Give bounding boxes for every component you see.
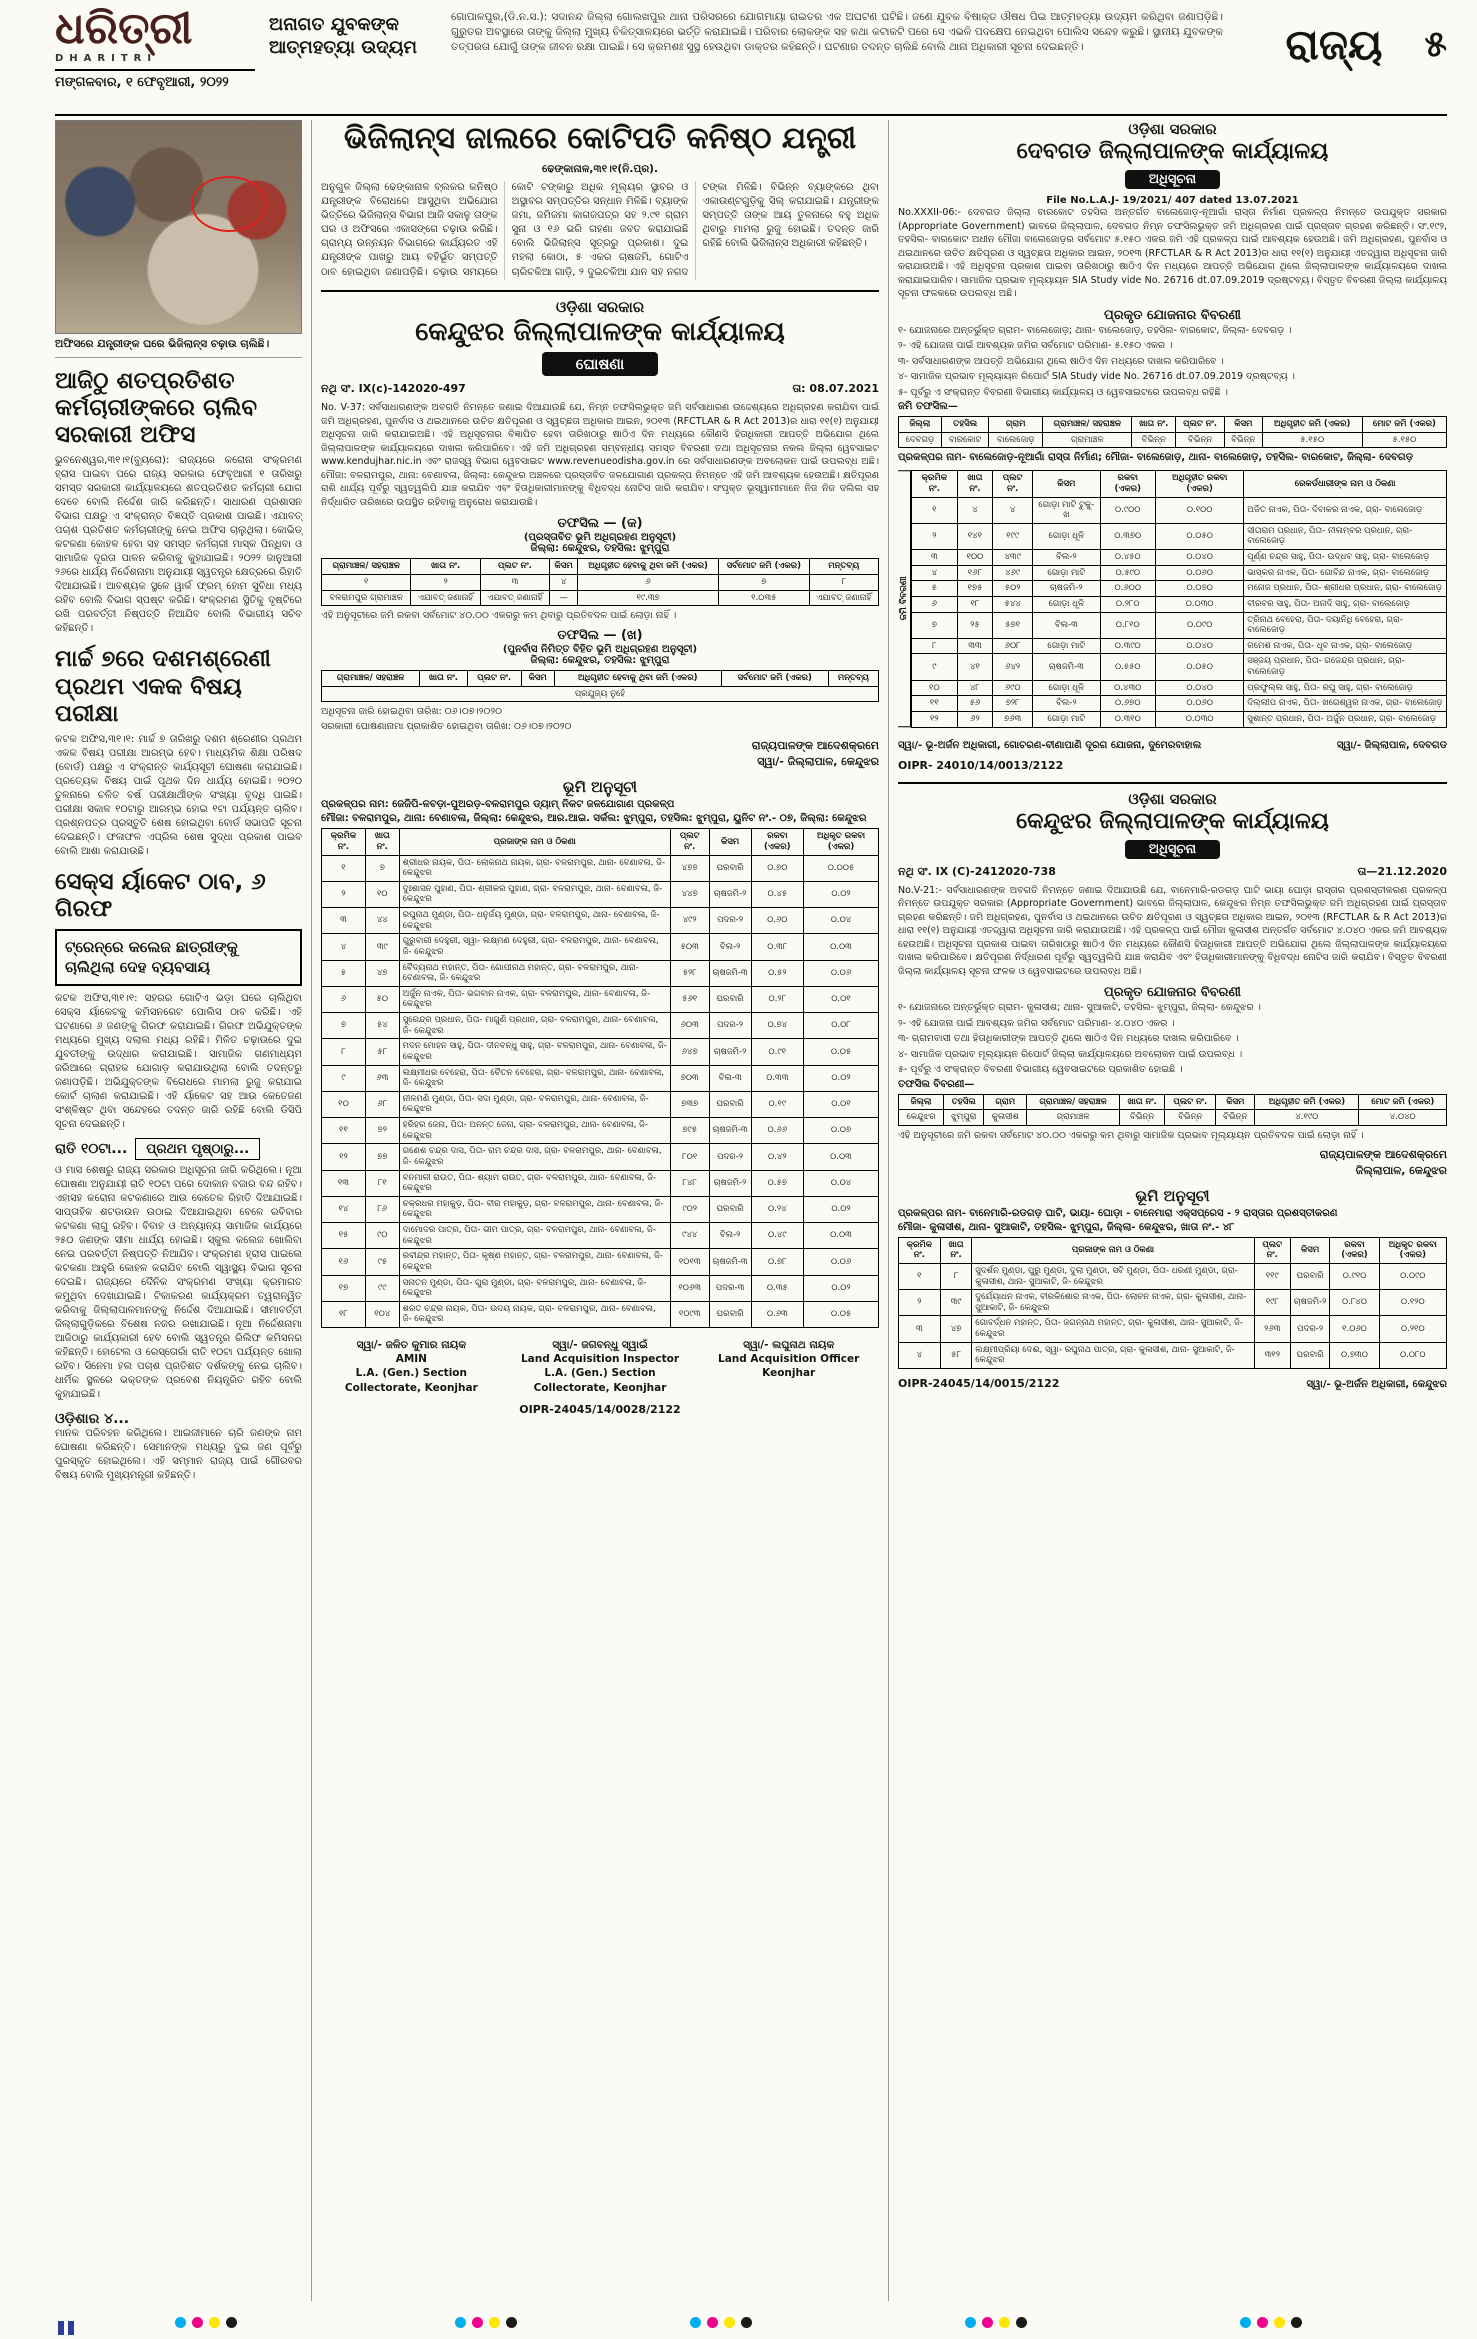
schedule-b-table <box>321 670 879 702</box>
small-table-label: ଜମି ତଫସିଲ— <box>898 401 958 412</box>
table-row: ୯ ୪୧ ୬୪୨ ଚାଷଜମି-୩ ୦.୫୫୦ ୦.୦୫୦ ସଞ୍ଜୟ ପ୍ରଧାନ, ପିତା- ଗଜେନ୍ଦ୍ର ପ୍ରଧାନ, ଗ୍ରା- ବାଲେଜୋଡ଼ <box>912 654 1447 680</box>
front-brief-title <box>269 6 437 59</box>
signatory-office: Collectorate, Keonjhar <box>533 1381 667 1394</box>
signatory-right: ସ୍ୱା/- ଜିଲ୍ଲାପାଳ, ଦେବଗଡ <box>1336 739 1447 751</box>
table-cell: ବିଭିନ୍ନ <box>1132 432 1176 448</box>
table-header-cell: ଗ୍ରାମାଞ୍ଚଳ/ ସହରାଞ୍ଚଳ <box>322 559 411 575</box>
table-header-cell: ଅଧିକୃତ ରକବା (ଏକର) <box>1379 1237 1446 1263</box>
notice-office: କେନ୍ଦୁଝର ଜିଲ୍ଲାପାଳଙ୍କ କାର୍ଯ୍ୟାଳୟ <box>415 316 785 347</box>
project-details-title: ପ୍ରକୃତ ଯୋଜନାର ବିବରଣୀ <box>1103 307 1242 323</box>
table-row: ୮ ୩୩ ୬୦୮ ଗୋଡ଼ା ମାଟି ୦.୩୯୦ ୦.୦୪୦ ରମେଶ ନାଏକ, ପିତା- ଧୃବ ନାଏକ, ଗ୍ରା- ବାଲେଜୋଡ଼ <box>912 638 1447 654</box>
table-cell: ୪.୧୯୦ <box>1255 1110 1359 1126</box>
signature-row <box>898 1377 1447 1390</box>
table-header-cell: ପ୍ଲଟ ନଂ. <box>670 829 709 855</box>
table-cell: ଦେବଗଡ଼ <box>899 432 942 448</box>
notice-date: ତା—21.12.2020 <box>1357 864 1447 878</box>
schedule-a-district: ଜିଲ୍ଲା: କେନ୍ଦୁଝର, ତହସିଲ: ଝୁମ୍ପୁରା <box>530 543 670 555</box>
signatory-name: ସ୍ୱା/- ଜଳିତ କୁମାର ନାୟକ <box>356 1339 467 1352</box>
table-header-cell: କିସମ <box>709 829 751 855</box>
table-header-cell: କିସମ <box>1225 417 1262 433</box>
notice-keonjhar-2 <box>898 782 1447 1390</box>
black-dot <box>506 2317 517 2328</box>
signature-block <box>510 1338 691 1395</box>
table-row: ୬ ୧୮ ୫୪୪ ଗୋଡ଼ା ଧୂଳି ୦.୨୮୦ ୦.୦୩୦ ବୀରବର ସାହୁ, ପିତା- ଅନାଦି ସାହୁ, ଗ୍ରା- ବାଲେଜୋଡ଼ <box>912 596 1447 612</box>
photo-caption: ଅଫିସରେ ଯନ୍ତ୍ରୀଙ୍କ ଘରେ ଭିଜିଲାନ୍ସ ଚଢ଼ାଉ ଚାଲିଛି। <box>55 334 302 358</box>
table-header-cell: ଖାତା ନଂ. <box>1132 417 1176 433</box>
notice-body: No.V-21:- ସର୍ବସାଧାରଣଙ୍କ ଅବଗତି ନିମନ୍ତେ ଜଣାଇ ଦିଆଯାଉଛି ଯେ, ବାନେମାରି-ରଡଗଡ଼ ଘାଟି ଭାୟା ଘୋଡ଼ା ରାସ୍ତାର ପ୍ରଶସ୍ତୀକରଣ ପ୍ରକଳ୍ପ ନିମନ୍ତେ ଉପଯୁକ୍ତ ସରକାର (Appropriate Government) ଭାବରେ ଜିଲ୍ଲାପାଳ, କେନ୍ଦୁଝର ନିମ୍ନ ତଫସିଲଭୁକ୍ତ ଜମି ଅଧିଗ୍ରହଣ ପାଇଁ ପ୍ରସ୍ତାବ ଗ୍ରହଣ କରିଛନ୍ତି। ଜମି ଅଧିଗ୍ରହଣ, ପୁନର୍ବାସ ଓ ଥଇଥାନରେ ଉଚିତ କ୍ଷତିପୂରଣ ଓ ସ୍ୱଚ୍ଛତା ଅଧିକାର ଆଇନ, ୨୦୧୩ (RFCTLAR & R Act 2013)ର ଧାରା ୧୧(୧) ଅନୁଯାୟୀ ଏତଦ୍ଦ୍ୱାରା ଅଧିସୂଚନା ଜାରି କରାଯାଉଅଛି। ଏହି ପ୍ରକଳ୍ପ ପାଇଁ ମୌଜା କୁଳାସୀଶ ଅନ୍ତର୍ଗତ ସର୍ବମୋଟ ୪.୦୪୦ ଏକର ଜମି ଆବଶ୍ୟକ ହେଉଅଛି। ଅଧିସୂଚନା ପ୍ରକାଶ ପାଇବା ତାରିଖଠାରୁ ଷାଠିଏ ଦିନ ମଧ୍ୟରେ କୌଣସି ହିତାଧିକାରୀ ଆପତ୍ତି ଅଭିଯୋଗ ଥିଲେ ଜିଲ୍ଲାପାଳଙ୍କ କାର୍ଯ୍ୟାଳୟରେ ଦାଖଲ କରିପାରିବେ। କ୍ଷତିପୂରଣ ନିର୍ଦ୍ଧାରଣ ପୂର୍ବରୁ ସ୍ୱତ୍ୱଲିପି ଯାଞ୍ଚ କରାଯିବ ଏବଂ ହିତାଧିକାରୀମାନଙ୍କୁ ବିଧିବଦ୍ଧ ନୋଟିସ ଜାରି କରାଯିବ। ବିସ୍ତୃତ ବିବରଣୀ ଜିଲ୍ଲା କାର୍ଯ୍ୟାଳୟ ସୂଚନା ଫଳକ ଓ ୱେବସାଇଟରେ ଉପଲବ୍ଧ ଅଛି। <box>898 884 1447 977</box>
magenta-dot <box>707 2317 718 2328</box>
table-header-cell: ପ୍ରଜାଙ୍କ ନାମ ଓ ଠିକଣା <box>972 1237 1254 1263</box>
yellow-dot <box>209 2317 220 2328</box>
black-dot <box>226 2317 237 2328</box>
table-row: ୧୦ ୬୮ ନୀଳମଣି ମୁଣ୍ଡା, ପିତା- ସଦା ମୁଣ୍ଡା, ଗ୍ରା- ବଳରାମପୁର, ଥାନା- ବେଣାବଳା, ଜି- କେନ୍ଦୁଝର ୭୩୭ ଘରବାରି ୦.୧୯ ୦.୦୧ <box>322 1091 879 1117</box>
table-header-cell: ପ୍ଲଟ ନଂ. <box>1176 417 1225 433</box>
mouza-line: ମୌଜା: ବଳରାମପୁର, ଥାନା: ବେଣାବଳା, ଜିଲ୍ଲା: କେନ୍ଦୁଝର, ଆର.ଆଇ. ସର୍କଲ: ଝୁମ୍ପୁରା, ତହସିଲ: ଝୁମ୍ପୁରା, ୟୁନିଟ ନଂ.- ୦୭, ଜିଲ୍ଲା: କେନ୍ଦୁଝର <box>321 813 867 825</box>
table-cell: ଏଯାବତ୍ ଜଣାନାହିଁ <box>809 590 878 606</box>
table-row: ୧ ୮ ସୁଦର୍ଶନ ମୁଣ୍ଡା, ପୁରୁ ମୁଣ୍ଡା, ଦୁଲା ମୁଣ୍ଡା, ସବି ମୁଣ୍ଡା, ପିତା- ଧରଣୀ ମୁଣ୍ଡା, ଗ୍ରା- କୁଳାସୀଶ, ଥାନା- ସୁଆକାଟି, ଜି- କେନ୍ଦୁଝର ୧୧୯ ଘରବାରି ୦.୯୧୦ ୦.୦୯୦ <box>899 1263 1447 1289</box>
highlight-box: ଟ୍ରେନ୍‌ରେ କଲେଜ ଛାତ୍ରୀଙ୍କୁ ଚାଲିଥିଲା ଦେହ ବ୍ୟବସାୟ <box>55 929 302 986</box>
table-header-cell: ଖାତା ନଂ. <box>957 471 992 497</box>
yellow-dot <box>999 2317 1010 2328</box>
table-header-cell: କିସମ <box>1216 1094 1255 1110</box>
table-cell: ବିଭିନ୍ନ <box>1120 1110 1165 1126</box>
order-signature <box>898 1147 1447 1179</box>
table-row: ୨ ୧୦ ଦୁଃଶାସନ ପୁହାଣ, ପିତା- ଶ୍ରୀକର ପୁହାଣ, ଗ୍ରା- ବଳରାମପୁର, ଥାନା- ବେଣାବଳା, ଜି- କେନ୍ଦୁଝର ୪୪୭ ଚାଷଜମି-୨ ୦.୪୫ ୦.୦୨ <box>322 881 879 907</box>
table-colnum-cell: ୩ <box>480 574 549 590</box>
table-row: ୩ ୧୦୦ ୪୩୯ ବିଲ-୨ ୦.୪୫୦ ୦.୦୪୦ ପୂର୍ଣ୍ଣ ଚନ୍ଦ୍ର ସାହୁ, ପିତା- ଉଦ୍ଧବ ସାହୁ, ଗ୍ରା- ବାଲେଜୋଡ଼ <box>912 550 1447 566</box>
signatory-name: ସ୍ୱା/- ଜଗବନ୍ଧୁ ସ୍ୱାଇଁ <box>552 1339 648 1352</box>
date-line: ମଙ୍ଗଳବାର, ୧ ଫେବୃଆରୀ, ୨୦୨୨ <box>55 69 255 90</box>
land-detail-table <box>911 470 1447 727</box>
table-cell: — <box>550 590 578 606</box>
table-row: ୧୫ ୯୦ ଦାମୋଦର ପାତ୍ର, ପିତା- ଭୀମ ପାତ୍ର, ଗ୍ରା- ବଳରାମପୁର, ଥାନା- ବେଣାବଳା, ଜି- କେନ୍ଦୁଝର ୯୪୪ ବିଲ-୨ ୦.୪୯ ୦.୦୩ <box>322 1223 879 1249</box>
table-header-cell: ମନ୍ତବ୍ୟ <box>809 559 878 575</box>
collector-signature: ଜିଲ୍ଲାପାଳ, କେନ୍ଦୁଝର <box>1355 1163 1447 1177</box>
article-headline: ଆଜିଠୁ ଶତପ୍ରତିଶତ କର୍ମଚାରୀଙ୍କରେ ଚାଲିବ ସରକାରୀ ଅଫିସ <box>55 368 258 449</box>
table-header-cell: ଖାତା ନଂ. <box>411 559 480 575</box>
article-body: ଭୁବନେଶ୍ୱର,୩୧।୧(ବ୍ୟୁରୋ): ରାଜ୍ୟରେ କରୋନା ସଂକ୍ରମଣ ହ୍ରାସ ପାଇବା ପରେ ରାଜ୍ୟ ସରକାର ଫେବୃଆରୀ ୧ ତାରିଖରୁ ସମସ୍ତ ସରକାରୀ କାର୍ଯ୍ୟାଳୟରେ ଶତପ୍ରତିଶତ କର୍ମଚାରୀ ଯୋଗ ଦେବେ ବୋଲି ନିର୍ଦ୍ଦେଶ ଜାରି କରିଛନ୍ତି। ସାଧାରଣ ପ୍ରଶାସନ ବିଭାଗ ପକ୍ଷରୁ ଏ ସଂକ୍ରାନ୍ତ ବିଜ୍ଞପ୍ତି ପ୍ରକାଶ ପାଇଛି। ଏଯାବତ୍ ପଚାଶ ପ୍ରତିଶତ କର୍ମଚାରୀଙ୍କୁ ନେଇ ଅଫିସ ଚାଲୁଥିଲା। କୋଭିଡ୍ କଟକଣା କୋହଳ ହେବା ସହ ସମସ୍ତ କର୍ମଚାରୀ ମାସ୍କ ପିନ୍ଧିବା ଓ ସାମାଜିକ ଦୂରତା ପାଳନ କରିବାକୁ କୁହାଯାଇଛି। ୨୦୨୨ ଜାନୁଆରୀ ୨୬ରେ ଧାର୍ଯ୍ୟ ନିର୍ଦ୍ଦେଶନାମା ଅନୁଯାୟୀ ସ୍ୱତନ୍ତ୍ର କ୍ଷେତ୍ରରେ ରିହାତି ଦିଆଯାଇଛି। ଆବଶ୍ୟକ ସ୍ଥଳେ ୱାର୍କ ଫ୍ରମ୍ ହୋମ ସୁବିଧା ମଧ୍ୟ ରହିବ ବୋଲି ବିଭାଗ ସ୍ପଷ୍ଟ କରିଛି। ସଂକ୍ରମଣ ସ୍ଥିତିକୁ ଦୃଷ୍ଟିରେ ରଖି ପରବର୍ତ୍ତୀ ନିଷ୍ପତ୍ତି ନିଆଯିବ ବୋଲି ବିଭାଗୀୟ ସଚିବ କହିଛନ୍ତି। <box>55 455 302 635</box>
notice-type-badge: ଅଧିସୂଚନା <box>1125 840 1220 859</box>
registration-dot-group <box>175 2317 237 2328</box>
notice-type-badge: ଘୋଷଣା <box>542 352 658 376</box>
order-by-line: ରାଜ୍ୟପାଳଙ୍କ ଆଦେଶକ୍ରମେ <box>1319 1147 1447 1161</box>
signatory-right: ସ୍ୱା/- ଭୂ-ଅର୍ଜନ ଅଧିକାରୀ, କେନ୍ଦୁଝର <box>1306 1378 1447 1390</box>
table-colnum-cell: ୧ <box>322 574 411 590</box>
article-headline: ମାର୍ଚ୍ଚ ୭ରେ ଦଶମଶ୍ରେଣୀ ପ୍ରଥମ ଏକକ ବିଷୟ ପରୀକ୍ଷା <box>55 646 271 727</box>
table-row: ୧୭ ୯୯ ସନାତନ ମୁଣ୍ଡା, ପିତା- ଗୁରା ମୁଣ୍ଡା, ଗ୍ରା- ବଳରାମପୁର, ଥାନା- ବେଣାବଳା, ଜି- କେନ୍ଦୁଝର ୧୦୬୩ ପଦର-୩ ୦.୩୫ ୦.୦୨ <box>322 1275 879 1301</box>
notice-type-badge: ଅଧିସୂଚନା <box>1125 170 1220 189</box>
table-row: ୧୧ ୭୨ ହରିହର ଜେନା, ପିତା- ଅନନ୍ତ ଜେନା, ଗ୍ରା- ବଳରାମପୁର, ଥାନା- ବେଣାବଳା, ଜି- କେନ୍ଦୁଝର ୭୯୫ ଚାଷଜମି-୩ ୦.୬୬ ୦.୦୭ <box>322 1118 879 1144</box>
notice-date-line: ଅଧିସୂଚନା ଜାରି ହୋଇଥିବା ତାରିଖ: ୦୬।୦୭।୨୦୨୦ <box>321 706 503 718</box>
table-row: ୭ ୨୫ ୫୭୧ ବିଲ-୩ ୦.୮୧୦ ୦.୦୯୦ ତ୍ରିନାଥ ବେହେରା, ପିତା- ଦୟାନିଧି ବେହେରା, ଗ୍ରା- ବାଲେଜୋଡ଼ <box>912 612 1447 638</box>
center-column <box>312 120 889 2301</box>
signatory-left: ସ୍ୱା/- ଭୂ-ଅର୍ଜନ ଅଧିକାରୀ, ଗୋଚରଣ-ବୀଣାପାଣି ଦୂରଗ ଯୋଜନା, ଦୁମେରବାହାଲ <box>898 739 1202 751</box>
table-header-cell: ଖାତା ନଂ. <box>940 1237 972 1263</box>
project-details-list <box>898 324 1447 399</box>
table-row: ୧୪ ୮୬ ଚକ୍ରଧର ମହାକୁଡ଼, ପିତା- ବୀର ମହାକୁଡ଼, ଗ୍ରା- ବଳରାମପୁର, ଥାନା- ବେଣାବଳା, ଜି- କେନ୍ଦୁଝର ୯୦୨ ଘରବାରି ୦.୨୪ ୦.୦୨ <box>322 1196 879 1222</box>
table-row: ୧୮ ୧୦୪ ଶରତ ଚନ୍ଦ୍ର ନାୟକ, ପିତା- ଉଦୟ ନାୟକ, ଗ୍ରା- ବଳରାମପୁର, ଥାନା- ବେଣାବଳା, ଜି- କେନ୍ଦୁଝର ୧୦୯୩ ଘରବାରି ୦.୬୩ ୦.୦୫ <box>322 1301 879 1327</box>
table-header-cell: ପ୍ଲଟ ନଂ. <box>1165 1094 1216 1110</box>
table-header-cell: ଗ୍ରାମାଞ୍ଚଳ/ ସହରାଞ୍ଚଳ <box>1043 417 1132 433</box>
table-colnum-cell: ୮ <box>809 574 878 590</box>
table-row: ୧୨ ୭୭ ଗଣେଶ ଚନ୍ଦ୍ର ଦାସ, ପିତା- ରାମ ଚନ୍ଦ୍ର ଦାସ, ଗ୍ରା- ବଳରାମପୁର, ଥାନା- ବେଣାବଳା, ଜି- କେନ୍ଦୁଝର ୮୦୧ ପଦର-୨ ୦.୪୨ ୦.୦୩ <box>322 1144 879 1170</box>
signature-block <box>321 1338 502 1395</box>
signature-row <box>898 740 1447 751</box>
table-header-cell: କିସମ <box>550 559 578 575</box>
yellow-dot <box>1274 2317 1285 2328</box>
magenta-dot <box>472 2317 483 2328</box>
notice-deogarh <box>898 120 1447 772</box>
signature-block <box>698 1338 879 1395</box>
schedule-b-title: ତଫସିଲ — (ଖ) <box>557 628 643 644</box>
table-cell: ବିଭିନ୍ନ <box>1176 432 1225 448</box>
table-cell: ବିଭିନ୍ନ <box>1165 1110 1216 1126</box>
registration-dot-group <box>455 2317 517 2328</box>
notice-date-lines <box>321 706 879 732</box>
registration-dot-group <box>1240 2317 1302 2328</box>
cyan-dot <box>690 2317 701 2328</box>
land-summary-table <box>898 1094 1447 1126</box>
schedule-note: ଏହି ଅନୁସୂଚୀରେ ଜମି ରକବା ସର୍ବମୋଟ ୪୦.୦୦ ଏକରରୁ କମ ଥିବାରୁ ସାମାଜିକ ପ୍ରଭାବ ମୂଲ୍ୟାୟନ ପ୍ରତିବଦଳ ପାଇଁ ଲୋଡ଼ା ନାହିଁ । <box>898 1129 1364 1141</box>
black-dot <box>741 2317 752 2328</box>
oipr-code: OIPR-24045/14/0028/2122 <box>519 1402 681 1416</box>
cyan-dot <box>175 2317 186 2328</box>
signatory-name: ସ୍ୱା/- ଲଘୁନାଥ ନାୟକ <box>743 1339 835 1352</box>
notice-office: କେନ୍ଦୁଝର ଜିଲ୍ଲାପାଳଙ୍କ କାର୍ଯ୍ୟାଳୟ <box>1016 808 1329 834</box>
table-header-cell: ଅଧିଗୃହୀତ ଜମି (ଏକର) <box>1255 1094 1359 1110</box>
table-cell: ବିଭିନ୍ନ <box>1225 432 1262 448</box>
table-header-cell: ପ୍ଲଟ ନଂ. <box>993 471 1033 497</box>
notice-body: No.XXXII-06:- ଦେବଗଡ ଜିଲ୍ଲା ବାରକୋଟ ତହସିଲ ଅନ୍ତର୍ଗତ ବାଲେଜୋଡ଼-ନୂଆଗାଁ ରାସ୍ତା ନିର୍ମାଣ ପ୍ରକଳ୍ପ ନିମନ୍ତେ ଉପଯୁକ୍ତ ସରକାର (Appropriate Government) ଭାବରେ ଜିଲ୍ଲାପାଳ, ଦେବଗଡ ନିମ୍ନ ତଫସିଲଭୁକ୍ତ ଜମି ଅଧିଗ୍ରହଣ ପାଇଁ ପ୍ରସ୍ତାବ ଗ୍ରହଣ କରିଛନ୍ତି। ସଂ.୧୯୨, ତହସିଲ- ବାରକୋଟ ଅଧୀନ ମୌଜା ବାଲେଜୋଡ଼ର ସର୍ବମୋଟ ୫.୧୫୦ ଏକର ଜମି ଏହି ପ୍ରକଳ୍ପ ପାଇଁ ଆବଶ୍ୟକ ହେଉଅଛି। ଜମି ଅଧିଗ୍ରହଣ, ପୁନର୍ବାସ ଓ ଥଇଥାନରେ ଉଚିତ କ୍ଷତିପୂରଣ ଓ ସ୍ୱଚ୍ଛତା ଅଧିକାର ଆଇନ, ୨୦୧୩ (RFCTLAR & R Act 2013)ର ଧାରା ୧୧(୧) ଅନୁଯାୟୀ ଏତଦ୍ଦ୍ୱାରା ଅଧିସୂଚନା ଜାରି କରାଯାଉଅଛି। ଏହି ଅଧିସୂଚନା ପ୍ରକାଶ ପାଇବା ତାରିଖଠାରୁ ଷାଠିଏ ଦିନ ମଧ୍ୟରେ ଆପତ୍ତି ଅଭିଯୋଗ ଥିଲେ ଜିଲ୍ଲାପାଳଙ୍କ କାର୍ଯ୍ୟାଳୟରେ ଦାଖଲ କରାଯାଇପାରିବ। ସାମାଜିକ ପ୍ରଭାବ ମୂଲ୍ୟାୟନ SIA Study vide No. 26716 dt.07.09.2019 ଦ୍ରଷ୍ଟବ୍ୟ। ବିସ୍ତୃତ ବିବରଣୀ ଜିଲ୍ଲା କାର୍ଯ୍ୟାଳୟ ସୂଚନା ଫଳକରେ ଉପଲବ୍ଧ ଅଛି। <box>898 207 1447 300</box>
schedule-b-subtitle: (ପୁନର୍ବାସ ନିମିତ୍ତ ବିହିତ ଭୂମି ଅଧିଗ୍ରହଣ ଅନୁସୂଚୀ) <box>502 644 698 656</box>
notice-government: ଓଡ଼ିଶା ସରକାର <box>555 297 645 316</box>
table-header-cell: ପ୍ଲଟ ନଂ. <box>467 671 521 687</box>
news-photo <box>55 120 302 334</box>
table-row: ୧୨ ୬୨ ୭୬୩ ଗୋଡ଼ା ମାଟି ୦.୩୧୦ ୦.୦୩୦ ସୁଶାନ୍ତ ପ୍ରଧାନ, ପିତା- ଅର୍ଜୁନ ପ୍ରଧାନ, ଗ୍ରା- ବାଲେଜୋଡ଼ <box>912 711 1447 727</box>
signature-row <box>321 1338 879 1395</box>
table-row: ୬ ୫୦ ଅର୍ଜୁନ ନାଏକ, ପିତା- ଭଗବାନ ନାଏକ, ଗ୍ରା- ବଳରାମପୁର, ଥାନା- ବେଣାବଳା, ଜି- କେନ୍ଦୁଝର ୫୬୧ ଘରବାରି ୦.୨୮ ୦.୦୧ <box>322 986 879 1012</box>
table-header-cell: ସର୍ବମୋଟ ଜମି (ଏକର) <box>721 671 828 687</box>
vertical-label: ଜମି ବିବରଣୀ <box>898 470 911 727</box>
logo-text: ଧରିତ୍ରୀ <box>55 3 193 54</box>
masthead <box>55 3 1447 112</box>
table-row: ୩ ୪୪ ରଘୁନାଥ ମୁଣ୍ଡା, ପିତା- ଧନୁର୍ଜୟ ମୁଣ୍ଡା, ଗ୍ରା- ବଳରାମପୁର, ଥାନା- ବେଣାବଳା, ଜି- କେନ୍ଦୁଝର ୪୯୨ ପଦର-୨ ୦.୬୦ ୦.୦୪ <box>322 908 879 934</box>
project-detail-item: ୫- ପୂର୍ବରୁ ଏ ସଂକ୍ରାନ୍ତ ବିବରଣୀ ବିଭାଗୀୟ କାର୍ଯ୍ୟାଳୟ ଓ ୱେବସାଇଟରେ ଉପଲବ୍ଧ ରହିଛି । <box>898 386 1228 398</box>
land-schedule-title: ଭୂମି ଅନୁସୂଚୀ <box>1135 1186 1210 1205</box>
schedule-a-title: ତଫସିଲ — (କ) <box>557 516 643 532</box>
table-header-cell: ତହସିଲ <box>941 417 988 433</box>
project-name-line: ପ୍ରକଳ୍ପର ନାମ- ବାଲେଜୋଡ଼-ନୂଆଗାଁ ରାସ୍ତା ନିର୍ମାଣ; ମୌଜା- ବାଲେଜୋଡ଼, ଥାନା- ବାଲେଜୋଡ଼, ତହସିଲ- ବାରକୋଟ, ଜିଲ୍ଲା- ଦେବଗଡ଼ <box>898 452 1413 464</box>
table-header-cell: ଗ୍ରାମ <box>984 1094 1027 1110</box>
schedule-a-table <box>321 558 879 606</box>
table-header-cell: ପ୍ରଜାଙ୍କ ନାମ ଓ ଠିକଣା <box>399 829 670 855</box>
table-header-cell: ଅଧିଗୃହୀତ ହେବାକୁ ଥିବା ଜମି (ଏକର) <box>578 559 719 575</box>
table-row: ୪ ୧୬୮ ୪୬୯ ଗୋଡ଼ା ମାଟି ୦.୫୯୦ ୦.୦୬୦ ଭାସ୍କର ନାଏକ, ପିତା- ଗୋବିନ୍ଦ ନାଏକ, ଗ୍ରା- ବାଲେଜୋଡ଼ <box>912 565 1447 581</box>
table-row: ୫ ୪୭ ବୈଦ୍ୟନାଥ ମହାନ୍ତ, ପିତା- ଗୋପୀନାଥ ମହାନ୍ତ, ଗ୍ରା- ବଳରାମପୁର, ଥାନା- ବେଣାବଳା, ଜି- କେନ୍ଦୁଝର ୫୨୮ ଚାଷଜମି-୩ ୦.୫୨ ୦.୦୬ <box>322 960 879 986</box>
yellow-dot <box>724 2317 735 2328</box>
front-brief-body: ଗୋପାଳପୁର,(ଡି.ନ.ସ.): ସଦାନନ୍ଦ ଜିଲ୍ଲା ଗୋଲଖପୁର ଥାନା ପରିସରରେ ଯୋଗମାୟା ରାଇତର ଏକ ଅଘଟଣ ଘଟିଛି। ଜଣେ ଯୁବକ ବିଷାକ୍ତ ଔଷଧ ପିଇ ଆତ୍ମହତ୍ୟା ଉଦ୍ୟମ କରିଥିବା ଜଣାପଡ଼ିଛି। ଗୁରୁତର ଅବସ୍ଥାରେ ତାଙ୍କୁ ଜିଲ୍ଲା ମୁଖ୍ୟ ଚିକିତ୍ସାଳୟରେ ଭର୍ତ୍ତି କରାଯାଇଛି। ପରିବାର ଲୋକଙ୍କ ସହ କଥା କଟାକଟି ପରେ ସେ ଏଭଳି ପଦକ୍ଷେପ ନେଇଥିବା ପୋଲିସ ସନ୍ଦେହ କରୁଛି। ସ୍ଥାନୀୟ ଯୁବକଙ୍କ ତତ୍ପରତା ଯୋଗୁଁ ତାଙ୍କ ଜୀବନ ରକ୍ଷା ପାଇଛି। ସେ କ୍ରମଶଃ ସୁସ୍ଥ ହେଉଥିବା ଡାକ୍ତର କହିଛନ୍ତି। ଘଟଣାର ତଦନ୍ତ ଚାଲିଛି ବୋଲି ଥାନା ଅଧିକାରୀ ସୂଚନା ଦେଇଛନ୍ତି। <box>451 11 1223 54</box>
table-cell: ୧.୦୩୫ <box>719 590 810 606</box>
continued-from-label: ପ୍ରଥମ ପୃଷ୍ଠାରୁ... <box>135 1138 260 1160</box>
table-cell: ବାଲେଜୋଡ଼ <box>989 432 1043 448</box>
table-row: ୫ ୧୭୫ ୫୦୨ ଚାଷଜମି-୨ ୦.୬୦୦ ୦.୦୭୦ ମନୋଜ ପ୍ରଧାନ, ପିତା- ଶ୍ରୀଧର ପ୍ରଧାନ, ଗ୍ରା- ବାଲେଜୋଡ଼ <box>912 581 1447 597</box>
table-row: ୧୦ ୪୮ ୬୯୦ ଗୋଡ଼ା ଧୂଳି ୦.୪୩୦ ୦.୦୪୦ ପ୍ରଫୁଲ୍ଲ ସାହୁ, ପିତା- ରଘୁ ସାହୁ, ଗ୍ରା- ବାଲେଜୋଡ଼ <box>912 680 1447 696</box>
table-colnum-cell: ୨ <box>411 574 480 590</box>
small-table-label: ତଫସିଲ ବିବରଣୀ— <box>898 1078 975 1090</box>
notice-date: ତା: 08.07.2021 <box>792 382 879 396</box>
table-header-cell: ରକବା (ଏକର) <box>1100 471 1155 497</box>
table-cell: ଗ୍ରାମାଞ୍ଚଳ <box>1027 1110 1120 1126</box>
order-signature <box>321 738 879 770</box>
table-colnum-cell: ୭ <box>719 574 810 590</box>
signatory-role: Land Acquisition Inspector <box>520 1353 680 1366</box>
left-column <box>55 120 312 2301</box>
table-header-cell: ଅଧିଗୃହୀତ ଜମି (ଏକର) <box>1262 417 1362 433</box>
masthead-rule <box>55 114 1447 116</box>
table-cell: ୧୯.୩୭ <box>578 590 719 606</box>
land-detail-table-wrap <box>898 466 1447 731</box>
table-cell: ଏଯାବତ୍ ଜଣାନାହିଁ <box>480 590 549 606</box>
logo-subtext: DHARITRI <box>55 53 158 65</box>
table-header-cell: ରେକର୍ଡଧାରୀଙ୍କ ନାମ ଓ ଠିକଣା <box>1244 471 1447 497</box>
table-header-cell: ରକବା (ଏକର) <box>751 829 803 855</box>
notice-office: ଦେବଗଡ ଜିଲ୍ଲାପାଳଙ୍କ କାର୍ଯ୍ୟାଳୟ <box>1016 139 1329 164</box>
land-summary-table <box>898 416 1447 448</box>
table-row: ୯ ୬୩ ଲକ୍ଷ୍ମୀଧର ବେହେରା, ପିତା- ଚୈତନ ବେହେରା, ଗ୍ରା- ବଳରାମପୁର, ଥାନା- ବେଣାବଳା, ଜି- କେନ୍ଦୁଝର ୭୦୩ ବିଲ-୩ ୦.୩୩ ୦.୦୨ <box>322 1065 879 1091</box>
project-detail-item: ୧- ଯୋଜନାରେ ଅନ୍ତର୍ଭୁକ୍ତ ଗ୍ରାମ- କୁଳାସୀଶ; ଥାନା- ସୁଆକାଟି, ତହସିଲ- ଝୁମ୍ପୁରା, ଜିଲ୍ଲା- କେନ୍ଦୁଝର । <box>898 1002 1261 1014</box>
table-header-cell: ଅଧିଗୃହୀତ ରକବା (ଏକର) <box>1155 471 1243 497</box>
not-applicable-cell: ପ୍ରଯୁଜ୍ୟ ନୁହେଁ <box>322 686 879 702</box>
table-header-cell: ଜିଲ୍ଲା <box>899 1094 944 1110</box>
notice-refs <box>321 382 879 396</box>
table-row: ୨ ୩୯ ଦୁର୍ଯ୍ୟୋଧନ ନାଏକ, ବୀରକିଶୋର ନାଏକ, ପିତା- ଲୋଚନ ନାଏକ, ଗ୍ରା- କୁଳାସୀଶ, ଥାନା- ସୁଆକାଟି, ଜି- କେନ୍ଦୁଝର ୧୯୮ ଚାଷଜମି-୨ ୦.୮୪୦ ୦.୧୨୦ <box>899 1290 1447 1316</box>
project-detail-item: ୨- ଏହି ଯୋଜନା ପାଇଁ ଆବଶ୍ୟକ ଜମିର ସର୍ବମୋଟ ପରିମାଣ- ୫.୧୫୦ ଏକର । <box>898 340 1173 352</box>
cyan-dot <box>1240 2317 1251 2328</box>
table-row: ୧୧ ୫୬ ୭୨୮ ବିଲ-୨ ୦.୬୭୦ ୦.୦୬୦ ଦିଲ୍ଲୀପ ନାଏକ, ପିତା- ଖଗେଶ୍ୱର ନାଏକ, ଗ୍ରା- ବାଲେଜୋଡ଼ <box>912 696 1447 712</box>
magenta-dot <box>192 2317 203 2328</box>
notice-file-line: File No.L.A.J- 19/2021/ 407 dated 13.07.2021 <box>1046 195 1299 207</box>
collector-signature: ସ୍ୱା/- ଜିଲ୍ଲାପାଳ, କେନ୍ଦୁଝର <box>757 755 879 769</box>
table-header-cell: କ୍ରମିକ ନଂ. <box>899 1237 941 1263</box>
table-header-cell: ଅଧିଗୃହୀତ ହେବାକୁ ଥିବା ଜମି (ଏକର) <box>554 671 721 687</box>
notice-file-no: ନଥି ସଂ. IX (C)-2412020-738 <box>898 864 1056 878</box>
table-cell: କେନ୍ଦୁଝର <box>899 1110 944 1126</box>
table-row: ୧ ୭ ଶ୍ରୀଧର ନାୟକ, ପିତା- ଲୋକନାଥ ନାୟକ, ଗ୍ରା- ବଳରାମପୁର, ଥାନା- ବେଣାବଳା, ଜି- କେନ୍ଦୁଝର ୪୭୭ ଘରବାରି ୦.୭୦ ୦.୦୦୫ <box>322 855 879 881</box>
black-dot <box>1291 2317 1302 2328</box>
project-detail-item: ୩- ସର୍ବସାଧାରଣଙ୍କ ଆପତ୍ତି ଅଭିଯୋଗ ଥିଲେ ଷାଠିଏ ଦିନ ମଧ୍ୟରେ ଦାଖଲ କରିପାରିବେ । <box>898 355 1224 367</box>
oipr-code: OIPR- 24010/14/0013/2122 <box>898 758 1064 772</box>
registration-dot-group <box>965 2317 1027 2328</box>
table-cell: ବିଭିନ୍ନ <box>1216 1110 1255 1126</box>
signatory-office: Collectorate, Keonjhar <box>344 1381 478 1394</box>
registration-dot-group <box>690 2317 752 2328</box>
project-detail-item: ୩- ଗ୍ରାମବାସୀ ତଥା ହିତାଧିକାରୀଙ୍କ ଆପତ୍ତି ଥିଲେ ଷାଠିଏ ଦିନ ମଧ୍ୟରେ ଦାଖଲ କରିପାରିବେ । <box>898 1033 1239 1045</box>
table-header-cell: ପ୍ଲଟ ନଂ. <box>480 559 549 575</box>
magenta-dot <box>1257 2317 1268 2328</box>
notice-government: ଓଡ଼ିଶା ସରକାର <box>1128 789 1217 808</box>
project-detail-item: ୨- ଏହି ଯୋଜନା ପାଇଁ ଆବଶ୍ୟକ ଜମିର ସର୍ବମୋଟ ପରିମାଣ- ୪.୦୪୦ ଏକର । <box>898 1017 1175 1029</box>
signatory-role: Land Acquisition Officer <box>718 1353 860 1366</box>
signatory-role: AMIN <box>395 1353 427 1366</box>
table-header-cell: ମୋଟ ଜମି (ଏକର) <box>1362 417 1446 433</box>
right-column <box>889 120 1447 2301</box>
table-header-cell: ପ୍ଲଟ ନଂ. <box>1254 1237 1290 1263</box>
table-colnum-cell: ୬ <box>578 574 719 590</box>
article-body: କଟକ ଅଫିସ,୩୧।୧: ସହରର ଗୋଟିଏ ଭଡ଼ା ଘରେ ଚାଲିଥିବା ସେକ୍ସ ର୍ୟାକେଟକୁ କମିସନରେଟ ପୋଲିସ ଠାବ କରିଛି। ଏହି ଘଟଣାରେ ୬ ଜଣଙ୍କୁ ଗିରଫ କରାଯାଇଛି। ଗିରଫ ଅଭିଯୁକ୍ତଙ୍କ ମଧ୍ୟରେ ମୁଖ୍ୟ ଦଲାଲ ମଧ୍ୟ ରହିଛି। ମିଳିତ ଚଢ଼ାଉରେ ଦୁଇ ଯୁବତୀଙ୍କୁ ଉଦ୍ଧାର କରାଯାଇଛି। ସାମାଜିକ ଗଣମାଧ୍ୟମ ଜରିଆରେ ଗ୍ରାହକ ଯୋଗାଡ଼ କରାଯାଉଥିଲା ବୋଲି ତଦନ୍ତରୁ ଜଣାପଡ଼ିଛି। ଅଭିଯୁକ୍ତଙ୍କ ବିରୋଧରେ ମାମଲା ରୁଜୁ କରାଯାଇ କୋର୍ଟ ଚାଲାଣ କରାଯାଇଛି। ଏହି ର୍ୟାକେଟ ସହ ଆଉ କେତେଜଣ ସଂଶ୍ଳିଷ୍ଟ ଥିବା ସନ୍ଦେହରେ ତଦନ୍ତ ଜାରି ରହିଛି ବୋଲି ଡିସିପି ସୂଚନା ଦେଇଛନ୍ତି। <box>55 993 302 1130</box>
main-article-body: ଅନୁଗୁଳ ଜିଲ୍ଲା ଢେଙ୍କାନାଳ ବ୍ଲକର କନିଷ୍ଠ ଯନ୍ତ୍ରୀଙ୍କ ବିରୋଧରେ ଆସୁଥିବା ଅଭିଯୋଗ ଭିତ୍ତିରେ ଭିଜିଲାନ୍ସ ବିଭାଗ ଆଜି ସକାଳୁ ତାଙ୍କ ଘର ଓ ଅଫିସରେ ଏକାସଙ୍ଗେ ଚଢ଼ାଉ କରିଛି। ଗ୍ରାମ୍ୟ ଉନ୍ନୟନ ବିଭାଗରେ କାର୍ଯ୍ୟରତ ଏହି ଯନ୍ତ୍ରୀଙ୍କ ପାଖରୁ ଆୟ ବହିର୍ଭୂତ ସମ୍ପତ୍ତି ଠାବ ହୋଇଥିବା ଜଣାପଡ଼ିଛି। ଚଢ଼ାଉ ସମୟରେ କୋଟି ଟଙ୍କାରୁ ଅଧିକ ମୂଲ୍ୟର ସ୍ଥାବର ଓ ଅସ୍ଥାବର ସମ୍ପତ୍ତିର ସନ୍ଧାନ ମିଳିଛି। ବ୍ୟାଙ୍କ ଜମା, ଜମିଜମା କାଗଜପତ୍ର ସହ ୨.୯୧ ଗ୍ରାମ ସୁନା ଓ ୧୬ ଭରି ଗହଣା ଜବତ କରାଯାଇଛି ବୋଲି ଭିଜିଲାନ୍ସ ସୂତ୍ରରୁ ପ୍ରକାଶ। ଦୁଇ ମହଲା କୋଠା, ୫ ଏକର ଚାଷଜମି, ଗୋଟିଏ ଚାରିଚକିଆ ଗାଡ଼ି, ୨ ଦୁଇଚକିଆ ଯାନ ସହ ନଗଦ ଟଙ୍କା ମିଳିଛି। ବିଭିନ୍ନ ବ୍ୟାଙ୍କରେ ଥିବା ଏକାଉଣ୍ଟଗୁଡ଼ିକୁ ସିଲ୍ କରାଯାଇଛି। ଯନ୍ତ୍ରୀଙ୍କ ସମ୍ପତ୍ତି ତାଙ୍କ ଆୟ ତୁଳନାରେ ବହୁ ଅଧିକ ଥିବାରୁ ମାମଲା ରୁଜୁ ହୋଇଛି। ତଦନ୍ତ ଜାରି ରହିଛି ବୋଲି ଭିଜିଲାନ୍ସ ଅଧିକାରୀ କହିଛନ୍ତି। <box>321 181 879 278</box>
front-brief-line2: ଆତ୍ମହତ୍ୟା ଉଦ୍ୟମ <box>269 36 417 58</box>
cyan-dot <box>965 2317 976 2328</box>
land-schedule-title: ଭୂମି ଅନୁସୂଚୀ <box>562 778 638 797</box>
article-headline: ସେକ୍ସ ର୍ୟାକେଟ ଠାବ, ୬ ଗିରଫ <box>55 868 266 922</box>
article-body: କଟକ ଅଫିସ,୩୧।୧: ମାର୍ଚ୍ଚ ୭ ତାରିଖରୁ ଦଶମ ଶ୍ରେଣୀର ପ୍ରଥମ ଏକକ ବିଷୟ ପରୀକ୍ଷା ଆରମ୍ଭ ହେବ। ମାଧ୍ୟମିକ ଶିକ୍ଷା ପରିଷଦ (ବୋର୍ଡ) ପକ୍ଷରୁ ଏ ସଂକ୍ରାନ୍ତ କାର୍ଯ୍ୟସୂଚୀ ଘୋଷଣା କରାଯାଇଛି। ପ୍ରତ୍ୟେକ ବିଷୟ ପାଇଁ ପୃଥକ ଦିନ ଧାର୍ଯ୍ୟ ହୋଇଛି। ୨୦୨୦ ତୁଳନାରେ ଚଳିତ ବର୍ଷ ପରୀକ୍ଷାର୍ଥୀଙ୍କ ସଂଖ୍ୟା ବୃଦ୍ଧି ପାଇଛି। ପରୀକ୍ଷା ସକାଳ ୧୦ଟାରୁ ଆରମ୍ଭ ହୋଇ ୧ଟା ପର୍ଯ୍ୟନ୍ତ ଚାଲିବ। ପ୍ରଶ୍ନପତ୍ର ପ୍ରସ୍ତୁତି ଶେଷ ହୋଇଥିବା ବୋର୍ଡ ସଭାପତି ସୂଚନା ଦେଇଛନ୍ତି। ଫଳାଫଳ ଏପ୍ରିଲ ଶେଷ ସୁଦ୍ଧା ପ୍ରକାଶ ପାଇବ ବୋଲି ଆଶା କରାଯାଉଛି। <box>55 733 302 857</box>
signatory-section: L.A. (Gen.) Section <box>355 1367 467 1380</box>
registration-marks <box>0 2317 1477 2333</box>
table-header-cell: କିସମ <box>1290 1237 1330 1263</box>
yellow-dot <box>489 2317 500 2328</box>
table-row: ୪ ୩୯ ଗୁରୁବାରୀ ଦେହୁରୀ, ସ୍ୱା- ଲକ୍ଷ୍ମଣ ଦେହୁରୀ, ଗ୍ରା- ବଳରାମପୁର, ଥାନା- ବେଣାବଳା, ଜି- କେନ୍ଦୁଝର ୫୦୩ ବିଲ-୨ ୦.୩୮ ୦.୦୩ <box>322 934 879 960</box>
mouza-line: ମୌଜା- କୁଳାସୀଶ, ଥାନା- ସୁଆକାଟି, ତହସିଲ- ଝୁମ୍ପୁରା, ଜିଲ୍ଲା- କେନ୍ଦୁଝର, ଖାତା ନଂ.- ୪୮ <box>898 1221 1235 1233</box>
signatory-section: L.A. (Gen.) Section <box>544 1367 656 1380</box>
table-header-cell: ତହସିଲ <box>944 1094 984 1110</box>
table-row: ୧୬ ୯୫ ରବୀନ୍ଦ୍ର ମହାନ୍ତ, ପିତା- କୃଷ୍ଣ ମହାନ୍ତ, ଗ୍ରା- ବଳରାମପୁର, ଥାନା- ବେଣାବଳା, ଜି- କେନ୍ଦୁଝର ୧୦୧୩ ଚାଷଜମି-୩ ୦.୭୮ ୦.୦୬ <box>322 1249 879 1275</box>
table-header-cell: ରକବା (ଏକର) <box>1330 1237 1379 1263</box>
table-row: ୮ ୫୮ ମଦନ ମୋହନ ସାହୁ, ପିତା- ଦୀନବନ୍ଧୁ ସାହୁ, ଗ୍ରା- ବଳରାମପୁର, ଥାନା- ବେଣାବଳା, ଜି- କେନ୍ଦୁଝର ୬୪୭ ଚାଷଜମି-୨ ୦.୯୧ ୦.୦୫ <box>322 1039 879 1065</box>
project-details-title: ପ୍ରକୃତ ଯୋଜନାର ବିବରଣୀ <box>1103 985 1242 1001</box>
table-header-cell: ଖାତା ନଂ. <box>365 829 399 855</box>
table-cell: ୫.୧୫୦ <box>1362 432 1446 448</box>
schedule-b-district: ଜିଲ୍ଲା: କେନ୍ଦୁଝର, ତହସିଲ: ଝୁମ୍ପୁରା <box>530 655 670 667</box>
table-header-cell: ସର୍ବମୋଟ ଜମି (ଏକର) <box>719 559 810 575</box>
continuation-body: ଓ ମାସ ଶେଷରୁ ରାଜ୍ୟ ସରକାର ଅଧିସୂଚନା ଜାରି କରିଥିଲେ। ନୂଆ ଘୋଷଣା ଅନୁଯାୟୀ ରାତି ୧୦ଟା ପରେ ଦୋକାନ ବଜାର ବନ୍ଦ ରହିବ। ଏହାସହ କରୋନା କଟକଣାରେ ଆଉ କେତେକ ରିହାତି ଦିଆଯାଇଛି। ସାପ୍ତାହିକ ଶଟଡାଉନ ଉଠାଇ ଦିଆଯାଇଥିବା ବେଳେ ରବିବାର କଟକଣା ଲାଗୁ ରହିବ। ବିବାହ ଓ ଅନ୍ୟାନ୍ୟ ସାମାଜିକ କାର୍ଯ୍ୟରେ ୨୫୦ ଜଣଙ୍କ ସୀମା ଧାର୍ଯ୍ୟ ହୋଇଛି। ସ୍କୁଲ କଲେଜ ଖୋଲିବା ନେଇ ପରବର୍ତ୍ତୀ ନିଷ୍ପତ୍ତି ନିଆଯିବ। ସଂକ୍ରମଣ ହ୍ରାସ ପାଇଲେ କଟକଣା ଆହୁରି କୋହଳ କରାଯିବ ବୋଲି ସ୍ୱାସ୍ଥ୍ୟ ବିଭାଗ ସୂଚନା ଦେଇଛି। ରାଜ୍ୟରେ ଦୈନିକ ସଂକ୍ରମଣ ସଂଖ୍ୟା କ୍ରମାଗତ କମୁଥିବା ଦେଖାଯାଇଛି। ଟିକାକରଣ କାର୍ଯ୍ୟକ୍ରମ ତ୍ୱରାନ୍ୱିତ କରିବାକୁ ଜିଲ୍ଲାପାଳମାନଙ୍କୁ ନିର୍ଦ୍ଦେଶ ଦିଆଯାଇଛି। ସୀମାବର୍ତ୍ତୀ ଜିଲ୍ଲାଗୁଡ଼ିକରେ ବିଶେଷ ନଜର ରଖାଯାଇଛି। ନୂଆ ନିର୍ଦ୍ଦେଶନାମା ଆଜିଠାରୁ କାର୍ଯ୍ୟକାରୀ ହେବ ବୋଲି ସ୍ୱତନ୍ତ୍ର ରିଲିଫ କମିସନର କହିଛନ୍ତି। ହୋଟେଲ ଓ ରେସ୍ତୋରାଁ ରାତି ୧୦ଟା ପର୍ଯ୍ୟନ୍ତ ଖୋଲା ରହିବ। ସିନେମା ହଲ ପଚାଶ ପ୍ରତିଶତ ଦର୍ଶକଙ୍କୁ ନେଇ ଚାଲିବ। ଧାର୍ମିକ ସ୍ଥଳରେ ଭକ୍ତଙ୍କ ପ୍ରବେଶ ନିୟନ୍ତ୍ରିତ ରହିବ ବୋଲି କୁହାଯାଇଛି। <box>55 1165 302 1400</box>
notice-date-line: ସରକାରୀ ଘୋଷଣାନାମା ପ୍ରକାଶିତ ହୋଇଥିବା ତାରିଖ: ୦୬।୦୭।୨୦୨୦ <box>321 721 572 733</box>
table-colnum-cell: ୪ <box>550 574 578 590</box>
table-row: ୭ ୫୪ ସୁରେନ୍ଦ୍ର ପ୍ରଧାନ, ପିତା- ମାଗୁଣି ପ୍ରଧାନ, ଗ୍ରା- ବଳରାମପୁର, ଥାନା- ବେଣାବଳା, ଜି- କେନ୍ଦୁଝର ୬୦୩ ପଦର-୨ ୦.୭୪ ୦.୦୮ <box>322 1013 879 1039</box>
table-header-cell: କ୍ରମିକ ନଂ. <box>322 829 366 855</box>
continuation-header <box>55 1138 302 1164</box>
front-brief-line1: ଅନାଗତ ଯୁବକଙ୍କ <box>269 14 399 35</box>
table-cell: ଏଯାବତ୍ ଜଣାନାହିଁ <box>411 590 480 606</box>
project-detail-item: ୪- ସାମାଜିକ ପ୍ରଭାବ ମୂଲ୍ୟାୟନ ରିପୋର୍ଟ SIA Study vide No. 26716 dt.07.09.2019 ଦ୍ରଷ୍ଟବ୍ୟ । <box>898 371 1295 383</box>
notice-body: No. V-37: ସର୍ବସାଧାରଣଙ୍କ ଅବଗତି ନିମନ୍ତେ ଜଣାଇ ଦିଆଯାଉଛି ଯେ, ନିମ୍ନ ତଫସିଲଭୁକ୍ତ ଜମି ସର୍ବସାଧାରଣ ଉଦ୍ଦେଶ୍ୟରେ ଅଧିଗ୍ରହଣ କରାଯିବା ପାଇଁ ଜମି ଅଧିଗ୍ରହଣ, ପୁନର୍ବାସ ଓ ଥଇଥାନରେ ଉଚିତ କ୍ଷତିପୂରଣ ଓ ସ୍ୱଚ୍ଛତା ଅଧିକାର ଆଇନ, ୨୦୧୩ (RFCTLAR & R Act 2013)ର ଧାରା ୧୧(୧) ଅନୁଯାୟୀ ଅଧିସୂଚନା ଜାରି କରାଯାଇଅଛି। ଏହି ଅଧିସୂଚନାର ବିଜ୍ଞାପିତ ହେବା ତାରିଖଠାରୁ ଷାଠିଏ ଦିନ ମଧ୍ୟରେ କୌଣସି ହିତାଧିକାରୀ ଆପତ୍ତି ଅଭିଯୋଗ ଥିଲେ ଜିଲ୍ଲାପାଳଙ୍କ କାର୍ଯ୍ୟାଳୟରେ ଦାଖଲ କରିପାରିବେ। ଏହି ଜମି ଅଧିଗ୍ରହଣ ସମ୍ବନ୍ଧୀୟ ସମସ୍ତ ବିବରଣୀ ତଥା ଅଧିସୂଚନାର ନକଲ ଜିଲ୍ଲା ୱେବସାଇଟ www.kendujhar.nic.in ଏବଂ ରାଜସ୍ୱ ବିଭାଗ ୱେବସାଇଟ www.revenueodisha.gov.in ରେ ସର୍ବସାଧାରଣଙ୍କ ଅବଲୋକନ ପାଇଁ ଉପଲବ୍ଧ ଅଛି। ମୌଜା: ବଳରାମପୁର, ଥାନା: ବେଣାବଳା, ଜିଲ୍ଲା: କେନ୍ଦୁଝର ଅଞ୍ଚଳରେ ପ୍ରସ୍ତାବିତ ଜଳଯୋଗାଣ ପ୍ରକଳ୍ପ ନିମନ୍ତେ ଏହି ଜମି ଆବଶ୍ୟକ ହେଉଅଛି। କ୍ଷତିପୂରଣ ରାଶି ଧାର୍ଯ୍ୟ ପୂର୍ବରୁ ସ୍ୱତ୍ୱଲିପି ଯାଞ୍ଚ କରାଯିବ ଏବଂ ହିତାଧିକାରୀମାନଙ୍କୁ ବିଧିବଦ୍ଧ ନୋଟିସ ଜାରି କରାଯିବ। ସଂପୃକ୍ତ ଭୂସ୍ୱାମୀମାନେ ନିଜ ନିଜ ଦଲିଲ ସହ ନିର୍ଦ୍ଧାରିତ ତାରିଖରେ ଉପସ୍ଥିତ ରହିବାକୁ ଅନୁରୋଧ କରାଯାଉଛି। <box>321 402 879 508</box>
table-header-cell: କିସମ <box>1033 471 1100 497</box>
page-number: ୫ <box>1424 24 1447 65</box>
table-cell: ୫.୧୫୦ <box>1262 432 1362 448</box>
table-header-cell: ଅଧିକୃତ ରକବା (ଏକର) <box>804 829 879 855</box>
table-cell: ୪.୦୪୦ <box>1359 1110 1447 1126</box>
notice-file-no: ନଥି ସଂ. IX(c)-142020-497 <box>321 382 466 396</box>
table-cell: କୁଳାସୀଶ <box>984 1110 1027 1126</box>
table-header-cell: ଗ୍ରାମାଞ୍ଚଳ/ ସହରାଞ୍ଚଳ <box>1027 1094 1120 1110</box>
section-title: ରାଜ୍ୟ <box>1285 20 1383 69</box>
table-header-cell: ଜିଲ୍ଲା <box>899 417 942 433</box>
table-header-cell: କ୍ରମିକ ନଂ. <box>912 471 958 497</box>
section-block <box>1237 6 1447 70</box>
table-row: ୩ ୪୭ ଗୋବର୍ଦ୍ଧନ ମହାନ୍ତ, ପିତା- ଜଗନ୍ନାଥ ମହାନ୍ତ, ଗ୍ରା- କୁଳାସୀଶ, ଥାନା- ସୁଆକାଟି, ଜି- କେନ୍ଦୁଝର ୨୬୩ ପଦର-୨ ୧.୦୬୦ ୦.୨୧୦ <box>899 1316 1447 1342</box>
table-cell: ଗ୍ରାମାଞ୍ଚଳ <box>1043 432 1132 448</box>
table-row: ୪ ୫୮ ଲକ୍ଷ୍ମୀପ୍ରିୟା ଦେଈ, ସ୍ୱା- ରଘୁନାଥ ପାତ୍ର, ଗ୍ରା- କୁଳାସୀଶ, ଥାନା- ସୁଆକାଟି, ଜି- କେନ୍ଦୁଝର ୩୧୨ ଘରବାରି ୦.୭୩୦ ୦.୦୮୦ <box>899 1342 1447 1368</box>
table-cell: ଝୁମ୍ପୁରା <box>944 1110 984 1126</box>
table-header-cell: ଖାତା ନଂ. <box>420 671 468 687</box>
main-dateline: ଢେଙ୍କାନାଳ,୩୧।୧(ନି.ପ୍ର). <box>542 162 658 175</box>
table-cell: ବାରକୋଟ <box>941 432 988 448</box>
signatory-section: Keonjhar <box>762 1367 816 1380</box>
article-lead: ଓଡ଼ିଶାର ୪... <box>55 1411 130 1427</box>
schedule-a-note: ଏହି ଅନୁସୂଚୀରେ ଜମି ରକବା ସର୍ବମୋଟ ୪୦.୦୦ ଏକରରୁ କମ ଥିବାରୁ ପ୍ରତିବଦଳ ପାଇଁ ଲୋଡ଼ା ନାହିଁ । <box>321 610 677 622</box>
newspaper-logo <box>55 3 255 91</box>
main-headline: ଭିଜିଲାନ୍ସ ଜାଲରେ କୋଟିପତି କନିଷ୍ଠ ଯନ୍ତ୍ରୀ <box>343 121 857 156</box>
table-header-cell: ଗ୍ରାମାଞ୍ଚଳ/ ସହରାଞ୍ଚଳ <box>322 671 420 687</box>
project-name-line: ପ୍ରକଳ୍ପର ନାମ: ଜେଜିପି-ଳବଡ଼ା-ପୁଅରଡ଼-ବଳରାମପୁର ଡ୍ୟାମ୍ ନିକଟ ଜଳଯୋଗାଣ ପ୍ରକଳ୍ପ <box>321 799 675 811</box>
table-header-cell: ମନ୍ତବ୍ୟ <box>828 671 878 687</box>
table-header-cell: ଗ୍ରାମ <box>989 417 1043 433</box>
project-name-line: ପ୍ରକଳ୍ପର ନାମ- ବାନେମାରି-ରଡଗଡ଼ ଘାଟି, ଭାୟା- ଘୋଡ଼ା - ବାନେମାରା ଏକ୍ସପ୍ରେସ - ୨ ରାସ୍ତାର ପ୍ରଶସ୍ତୀକରଣ <box>898 1207 1338 1219</box>
land-schedule-table <box>898 1237 1447 1369</box>
project-detail-item: ୫- ପୂର୍ବରୁ ଏ ସଂକ୍ରାନ୍ତ ବିବରଣୀ ବିଭାଗୀୟ ୱେବସାଇଟରେ ପ୍ରକାଶିତ ହୋଇଛି । <box>898 1064 1183 1076</box>
notice-keonjhar-1 <box>321 290 879 1416</box>
table-row: ୧୩ ୮୧ ବନମାଳୀ ରାଉତ, ପିତା- ଶ୍ୟାମ ରାଉତ, ଗ୍ରା- ବଳରାମପୁର, ଥାନା- ବେଣାବଳା, ଜି- କେନ୍ଦୁଝର ୮୪୮ ଚାଷଜମି-୨ ୦.୫୭ ୦.୦୪ <box>322 1170 879 1196</box>
table-header-cell: ଖାତା ନଂ. <box>1120 1094 1165 1110</box>
table-header-cell: ମୋଟ ଜମି (ଏକର) <box>1359 1094 1447 1110</box>
table-header-cell: କିସମ <box>521 671 554 687</box>
table-row: ୨ ୧୪୧ ୧୯୯ ଗୋଡ଼ା ଧୂଳି ୦.୩୭୦ ୦.୦୫୦ ସୀତାରାମ ପ୍ରଧାନ, ପିତା- ନୀଳାମ୍ବର ପ୍ରଧାନ, ଗ୍ରା- ବାଲେଜୋଡ଼ <box>912 523 1447 549</box>
order-by-line: ରାଜ୍ୟପାଳଙ୍କ ଆଦେଶକ୍ରମେ <box>751 739 879 753</box>
land-schedule-table <box>321 828 879 1328</box>
notice-refs <box>898 865 1447 879</box>
cyan-dot <box>455 2317 466 2328</box>
oipr-code: OIPR-24045/14/0015/2122 <box>898 1376 1060 1390</box>
article-body: ମାନକ ପରିବହନ କରିଥିଲେ। ଆଇଜୀମାନେ ଚାରି ଜଣଙ୍କ ନାମ ଘୋଷଣା କରିଛନ୍ତି। ସେମାନଙ୍କ ମଧ୍ୟରୁ ଦୁଇ ଜଣ ପୂର୍ବରୁ ପୁରସ୍କୃତ ହୋଇଥିଲେ। ଏହି ସମ୍ମାନ ରାଜ୍ୟ ପାଇଁ ଗୌରବର ବିଷୟ ବୋଲି ମୁଖ୍ୟମନ୍ତ୍ରୀ କହିଛନ୍ତି। <box>55 1428 302 1481</box>
table-cell: ବଳରାମପୁର ଗ୍ରାମାଞ୍ଚଳ <box>322 590 411 606</box>
magenta-dot <box>982 2317 993 2328</box>
project-details-list <box>898 1001 1447 1076</box>
project-detail-item: ୧- ଯୋଜନାରେ ଅନ୍ତର୍ଭୁକ୍ତ ଗ୍ରାମ- ବାଲେଜୋଡ଼; ଥାନା- ବାଲେଜୋଡ଼, ତହସିଲ- ବାରକୋଟ, ଜିଲ୍ଲା- ଦେବଗଡ଼ । <box>898 324 1292 336</box>
schedule-a-subtitle: (ପ୍ରସ୍ତାବିତ ଭୂମି ଅଧିଗ୍ରହଣ ଅନୁସୂଚୀ) <box>523 532 677 544</box>
photo-annotation-circle <box>191 176 267 232</box>
black-dot <box>1016 2317 1027 2328</box>
table-row: ୧ ୪ ୪ ଗୋଡ଼ା ମାଟି ଟୁକୁ-ଖ ୦.୯୦୦ ୦.୧୦୦ ଅଜିତ ନାଏକ, ପିତା- ଦିବାକର ନାଏକ, ଗ୍ରା- ବାଲେଜୋଡ଼ <box>912 497 1447 523</box>
continuation-lead: ରାତି ୧୦ଟା... <box>55 1141 128 1157</box>
project-detail-item: ୪- ସାମାଜିକ ପ୍ରଭାବ ମୂଲ୍ୟାୟନ ରିପୋର୍ଟ ଜିଲ୍ଲା କାର୍ଯ୍ୟାଳୟରେ ଅବଲୋକନ ପାଇଁ ଉପଲବ୍ଧ । <box>898 1048 1243 1060</box>
notice-government: ଓଡ଼ିଶା ସରକାର <box>1128 120 1217 138</box>
